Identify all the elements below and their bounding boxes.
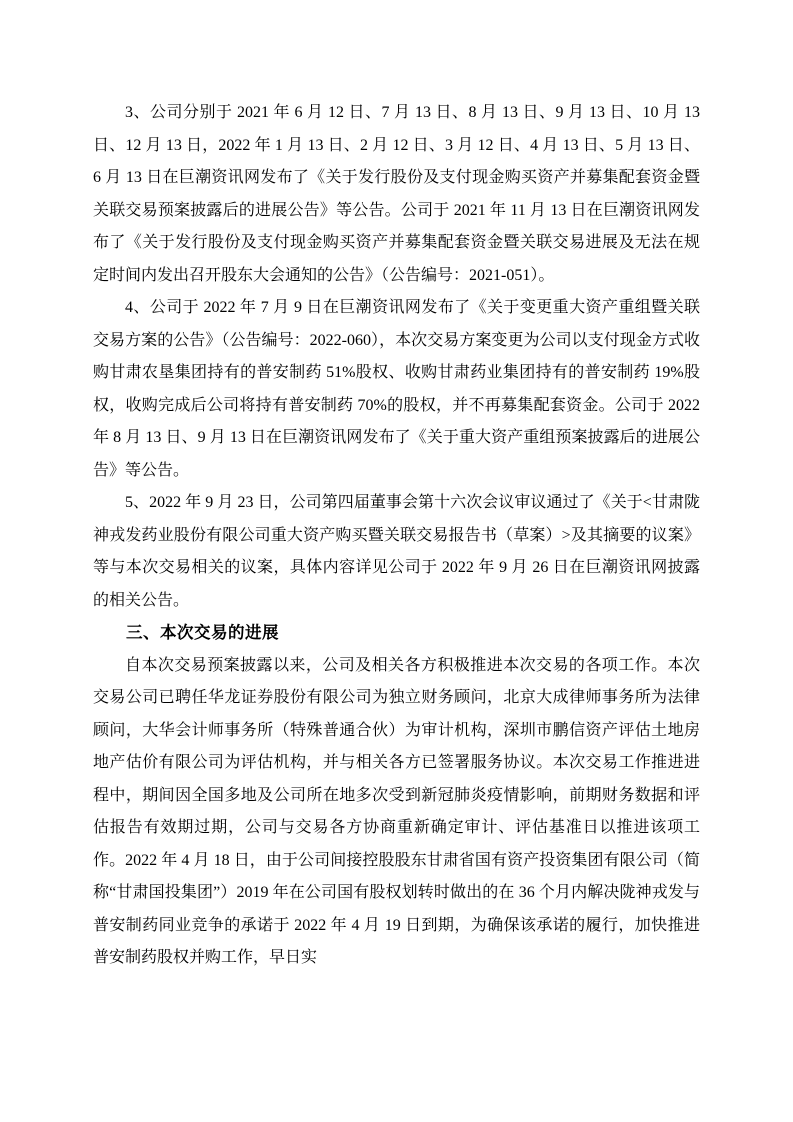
paragraph-section-3-body: 自本次交易预案披露以来，公司及相关各方积极推进本次交易的各项工作。本次交易公司已聘任华龙证券股份有限公司为独立财务顾问，北京大成律师事务所为法律顾问，大华会计师事务所（特殊普通合伙）为审计机构，深圳市鹏信资产评估土地房地产估价有限公司为评估机构，并与相关各方已签署服务协议。本次交易工作推进进程中，期间因全国多地及公司所在地多次受到新冠肺炎疫情影响，前期财务数据和评估报告有效期过期，公司与交易各方协商重新确定审计、评估基准日以推进该项工作。2022 年 4 月 18 日，由于公司间接控股股东甘肃省国有资产投资集团有限公司（简称“甘肃国投集团”）2019 年在公司国有股权划转时做出的在 36 个月内解决陇神戎发与普安制药同业竞争的承诺于 2022 年 4 月 19 日到期，为确保该承诺的履行，加快推进普安制药股权并购工作，早日实	[93, 656, 700, 966]
paragraph-progress-item-5: 5、2022 年 9 月 23 日，公司第四届董事会第十六次会议审议通过了《关于<甘肃陇神戎发药业股份有限公司重大资产购买暨关联交易报告书（草案）>及其摘要的议案》等与本次交易相关的议案，具体内容详见公司于 2022 年 9 月 26 日在巨潮资讯网披露的相关公告。	[93, 494, 700, 609]
section-heading: 三、本次交易的进展	[126, 624, 279, 642]
paragraph-progress-item-3: 3、公司分别于 2021 年 6 月 12 日、7 月 13 日、8 月 13 日、9 月 13 日、10 月 13 日、12 月 13 日，2022 年 1 月 13 日、2 月 12 日、3 月 12 日、4 月 13 日、5 月 13 日、6 月 13 日在巨潮资讯网发布了《关于发行股份及支付现金购买资产并募集配套资金暨关联交易预案披露后的进展公告》等公告。公司于 2021 年 11 月 13 日在巨潮资讯网发布了《关于发行股份及支付现金购买资产并募集配套资金暨关联交易进展及无法在规定时间内发出召开股东大会通知的公告》（公告编号：2021-051）。	[93, 104, 700, 284]
paragraph-progress-item-4: 4、公司于 2022 年 7 月 9 日在巨潮资讯网发布了《关于变更重大资产重组暨关联交易方案的公告》（公告编号：2022-060），本次交易方案变更为公司以支付现金方式收购甘肃农垦集团持有的普安制药 51%股权、收购甘肃药业集团持有的普安制药 19%股权，收购完成后公司将持有普安制药 70%的股权，并不再募集配套资金。公司于 2022 年 8 月 13 日、9 月 13 日在巨潮资讯网发布了《关于重大资产重组预案披露后的进展公告》等公告。	[93, 299, 700, 479]
